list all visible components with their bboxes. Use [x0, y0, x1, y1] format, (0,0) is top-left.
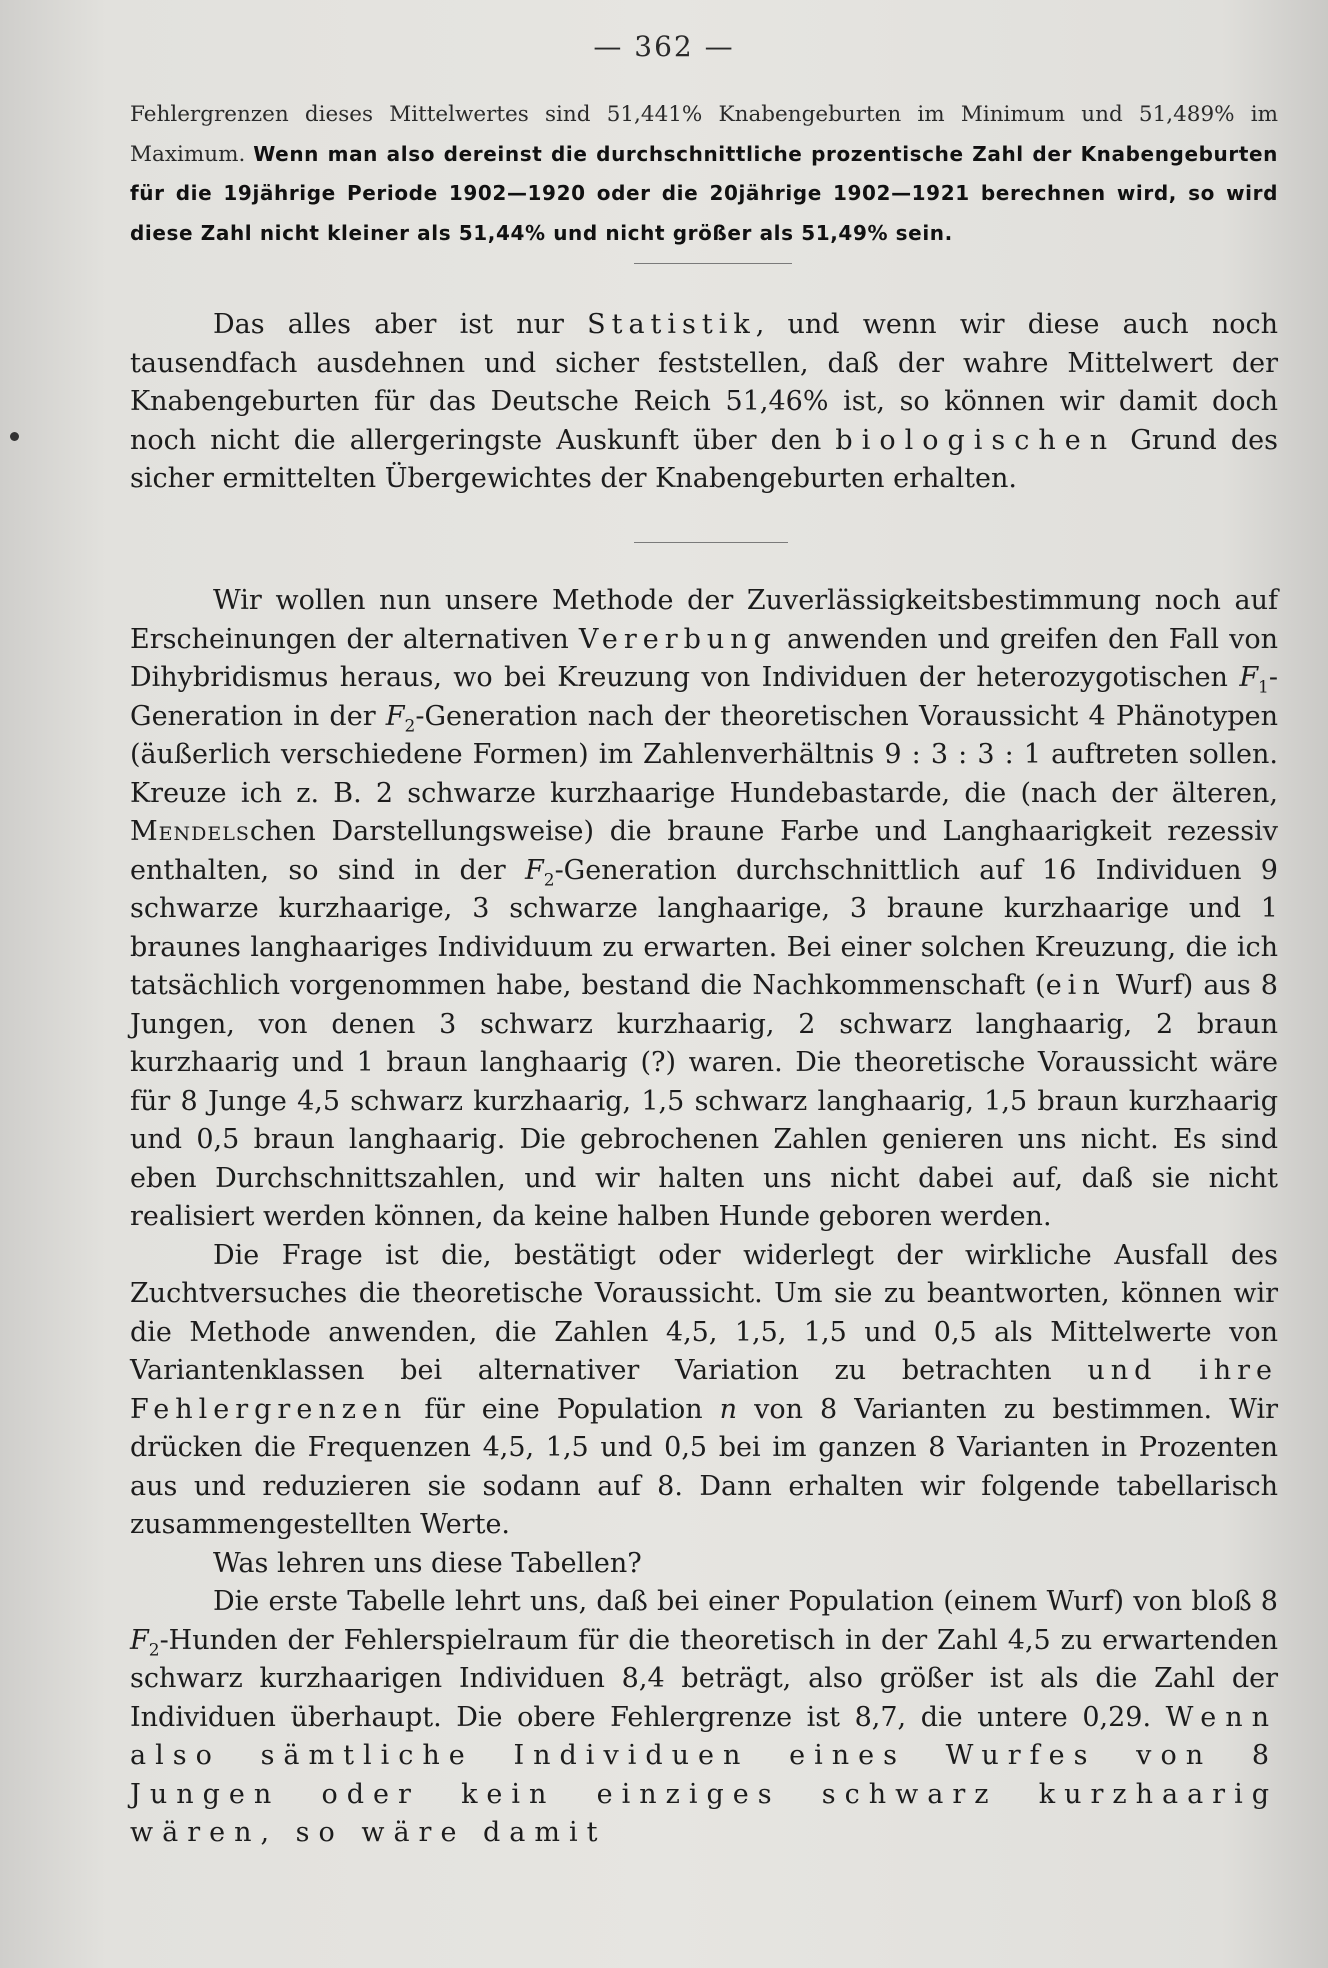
text: Das alles aber ist nur	[213, 309, 564, 340]
variable: n	[719, 1393, 738, 1425]
page-number: — 362 —	[593, 30, 735, 63]
text-plain: Fehlergrenzen dieses Mittelwertes sind 51,441% Knabengeburten im Minimum und 51,489% im Maximum.	[130, 102, 1278, 167]
text: chen Darstellungsweise) die braune Farbe und Langhaarigkeit rezessiv enthalten, so sind in der	[130, 816, 1278, 886]
paragraph-erste-tabelle	[130, 1583, 1278, 1853]
variable: F	[1239, 662, 1259, 693]
variable: F	[130, 1624, 149, 1656]
subscript: 2	[148, 1639, 160, 1660]
variable: F	[385, 700, 405, 732]
spaced-text: Wenn also sämtliche Individuen eines Wurfes von 8 Jungen oder kein einziges schwarz kurzhaarig wären, so wäre damit	[130, 1701, 1278, 1848]
text: -Generation durchschnittlich auf 16 Individuen 9 schwarze kurzhaarige, 3 schwarze langhaarige, 3 braune kurzhaarige und 1 braunes langhaariges Individuum zu erwarten. Bei einer solchen Kreuzung, die ich tatsächlich vorgenommen habe, bestand die Nachkommenschaft (	[130, 854, 1278, 1001]
text: Die Frage ist die, bestätigt oder widerlegt der wirkliche Ausfall des Zuchtversuches die theoretische Voraussicht. Um sie zu beantworten, können wir die Methode anwenden, die Zahlen 4,5, 1,5, 1,5 und 0,5 als Mittelwerte von Variantenklassen bei alternativer Variation zu betrachten	[130, 1239, 1278, 1386]
spaced-word: Statistik	[587, 309, 756, 340]
section-divider	[634, 542, 788, 543]
text: , und wenn wir diese auch noch tausendfach ausdehnen und sicher feststellen, daß der wahre Mittelwert der Knabengeburten für das Deutsche Reich 51,46% ist, so können wir damit doch noch nicht die allergeringste Auskunft über den	[130, 309, 1278, 456]
subscript: 2	[543, 869, 555, 890]
variable: F	[525, 854, 544, 886]
text: -Hunden der Fehlerspielraum für die theoretisch in der Zahl 4,5 zu erwartenden schwarz kurzhaarigen Individuen 8,4 beträgt, also größer ist als die Zahl der Individuen überhaupt. Die obere Fehlergrenze ist 8,7, die untere 0,29.	[130, 1624, 1278, 1733]
author-name: Mendels	[130, 816, 250, 847]
subscript: 2	[404, 715, 416, 736]
text: Wir wollen nun unsere Methode der Zuverlässigkeitsbestimmung noch auf Erscheinungen der alternativen	[130, 585, 1278, 655]
paragraph-error-limits	[130, 96, 1278, 253]
paragraph-tabellen: Was lehren uns diese Tabellen?	[213, 1547, 642, 1579]
text-bold-emphasis: Wenn man also dereinst die durchschnittliche prozentische Zahl der Knabengeburten für die 19jährige Periode 1902—1920 oder die 20jährige 1902—1921 berechnen wird, so wird diese Zahl nicht kleiner als 51,44% und nicht größer als 51,49% sein.	[130, 141, 1278, 245]
text: -Generation in der	[130, 662, 1278, 732]
text: Grund des sicher ermittelten Übergewichtes der Knabengeburten erhalten.	[130, 424, 1278, 494]
paragraph-frage	[130, 1237, 1278, 1545]
spaced-word: ein	[1045, 970, 1106, 1001]
section-divider	[634, 263, 792, 264]
paragraph-statistik	[130, 306, 1278, 499]
text: Die erste Tabelle lehrt uns, daß bei einer Population (einem Wurf) von bloß 8	[213, 1586, 1278, 1617]
text: anwenden und greifen den Fall von Dihybridismus heraus, wo bei Kreuzung von Individuen der heterozygotischen	[130, 623, 1278, 693]
margin-mark	[10, 432, 19, 441]
text: von 8 Varianten zu bestimmen. Wir drücken die Frequenzen 4,5, 1,5 und 0,5 bei im ganzen 8 Varianten in Prozenten aus und reduzieren sie sodann auf 8. Dann erhalten wir folgende tabellarisch zusammengestellten Werte.	[130, 1393, 1278, 1540]
spaced-word: und ihre Fehlergrenzen	[130, 1355, 1278, 1425]
text: -Generation nach der theoretischen Voraussicht 4 Phänotypen (äußerlich verschiedene Formen) im Zahlenverhältnis 9 : 3 : 3 : 1 auftreten sollen. Kreuze ich z. B. 2 schwarze kurzhaarige Hundebastarde, die (nach der älteren,	[130, 700, 1278, 809]
text: Wurf) aus 8 Jungen, von denen 3 schwarz kurzhaarig, 2 schwarz langhaarig, 2 braun kurzhaarig und 1 braun langhaarig (?) waren. Die theoretische Voraussicht wäre für 8 Junge 4,5 schwarz kurzhaarig, 1,5 schwarz langhaarig, 1,5 braun kurzhaarig und 0,5 braun langhaarig. Die gebrochenen Zahlen genieren uns nicht. Es sind eben Durchschnittszahlen, und wir halten uns nicht dabei auf, daß sie nicht realisiert werden können, da keine halben Hunde geboren werden.	[130, 970, 1278, 1232]
spaced-word: Vererbung	[578, 623, 777, 655]
spaced-word: biologischen	[835, 424, 1117, 456]
text: für eine Population	[424, 1393, 703, 1425]
paragraph-vererbung	[130, 582, 1278, 1237]
main-text	[130, 582, 1278, 1853]
subscript: 1	[1258, 677, 1269, 698]
